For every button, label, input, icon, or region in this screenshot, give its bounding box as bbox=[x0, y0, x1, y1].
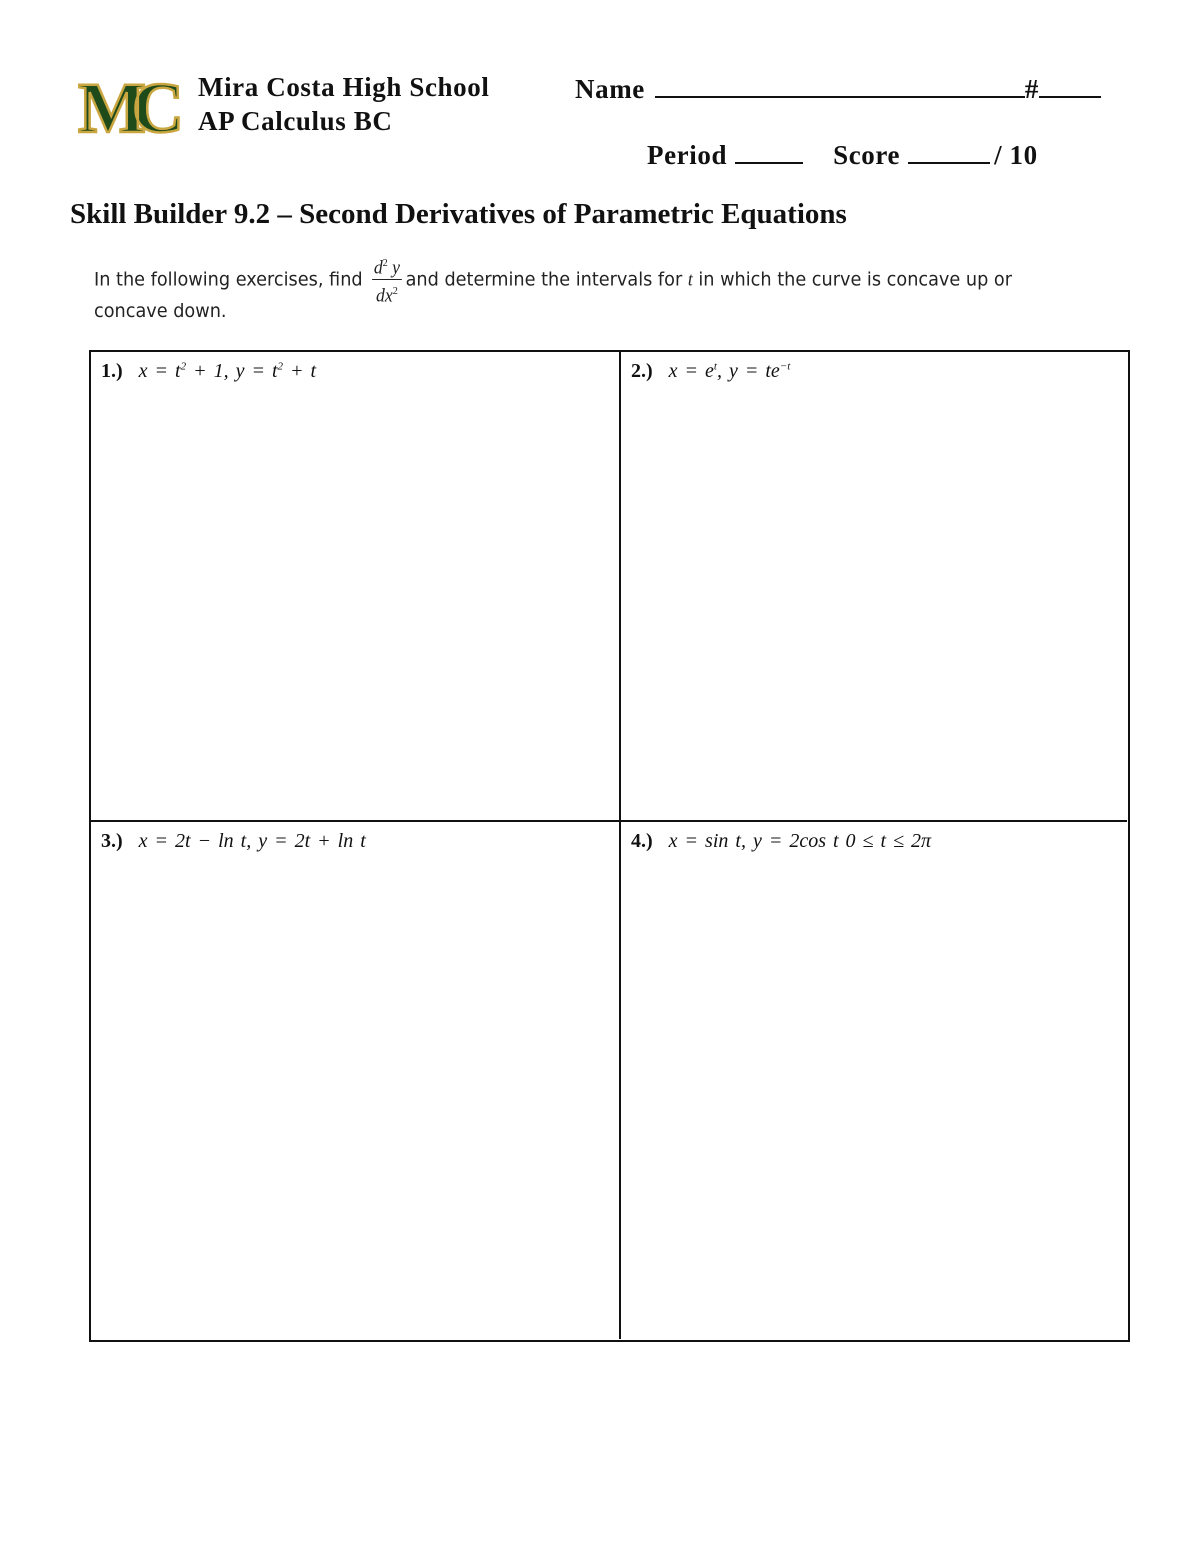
problem-grid bbox=[89, 350, 1130, 1342]
instructions-part1: In the following exercises, find bbox=[94, 268, 363, 291]
name-label: Name bbox=[575, 74, 645, 104]
score-label: Score bbox=[833, 140, 901, 170]
school-name: Mira Costa High School bbox=[198, 72, 490, 102]
fraction-numerator: d bbox=[373, 257, 383, 279]
problem-equation: $x = t^2 + 1$, $y = t^2 + t$ bbox=[138, 360, 317, 382]
logo-monogram: MC bbox=[78, 70, 170, 144]
problem-cell-3[interactable] bbox=[91, 822, 621, 1339]
problem-equation: $x = e^t$, $y = te^{-t}$ bbox=[668, 360, 791, 382]
fraction-denominator: dx bbox=[376, 285, 393, 307]
fraction-numerator-exp: 2 bbox=[382, 257, 388, 269]
number-field[interactable] bbox=[1039, 70, 1101, 98]
period-label: Period bbox=[647, 140, 728, 170]
problem-4 bbox=[631, 830, 931, 853]
fraction-denominator-exp: 2 bbox=[392, 285, 398, 298]
problem-cell-4[interactable] bbox=[621, 822, 1127, 1339]
second-derivative-fraction bbox=[372, 252, 402, 308]
period-field[interactable] bbox=[735, 136, 803, 164]
course-name: AP Calculus BC bbox=[198, 106, 393, 136]
problem-number: 2.) bbox=[631, 360, 653, 382]
problem-3 bbox=[101, 830, 366, 853]
problem-number: 3.) bbox=[101, 830, 123, 852]
name-row bbox=[575, 70, 1101, 106]
instructions-variable: t bbox=[687, 269, 693, 291]
problem-number: 4.) bbox=[631, 830, 653, 852]
instructions-part2: and determine the intervals for bbox=[405, 268, 683, 291]
name-field[interactable] bbox=[655, 70, 1025, 98]
school-logo bbox=[68, 70, 180, 144]
score-total: / 10 bbox=[994, 140, 1038, 170]
number-label: # bbox=[1024, 74, 1039, 104]
problem-equation: x = 2t − ln t, y = 2t + ln t bbox=[138, 830, 366, 852]
problem-equation: x = sin t, y = 2cos t 0 ≤ t ≤ 2π bbox=[668, 830, 932, 852]
problem-cell-1[interactable] bbox=[91, 352, 621, 822]
instructions bbox=[94, 252, 1012, 308]
problem-2 bbox=[631, 360, 790, 383]
fraction-numerator-var: y bbox=[387, 257, 401, 279]
problem-number: 1.) bbox=[101, 360, 123, 382]
problem-cell-2[interactable] bbox=[621, 352, 1127, 822]
worksheet-title: Skill Builder 9.2 – Second Derivatives of Parametric Equations bbox=[70, 198, 847, 230]
instructions-part3: in which the curve is concave up or bbox=[692, 268, 1012, 291]
period-score-row bbox=[647, 136, 1038, 172]
instructions-line2: concave down. bbox=[94, 300, 227, 322]
problem-1 bbox=[101, 360, 316, 383]
score-field[interactable] bbox=[908, 136, 990, 164]
